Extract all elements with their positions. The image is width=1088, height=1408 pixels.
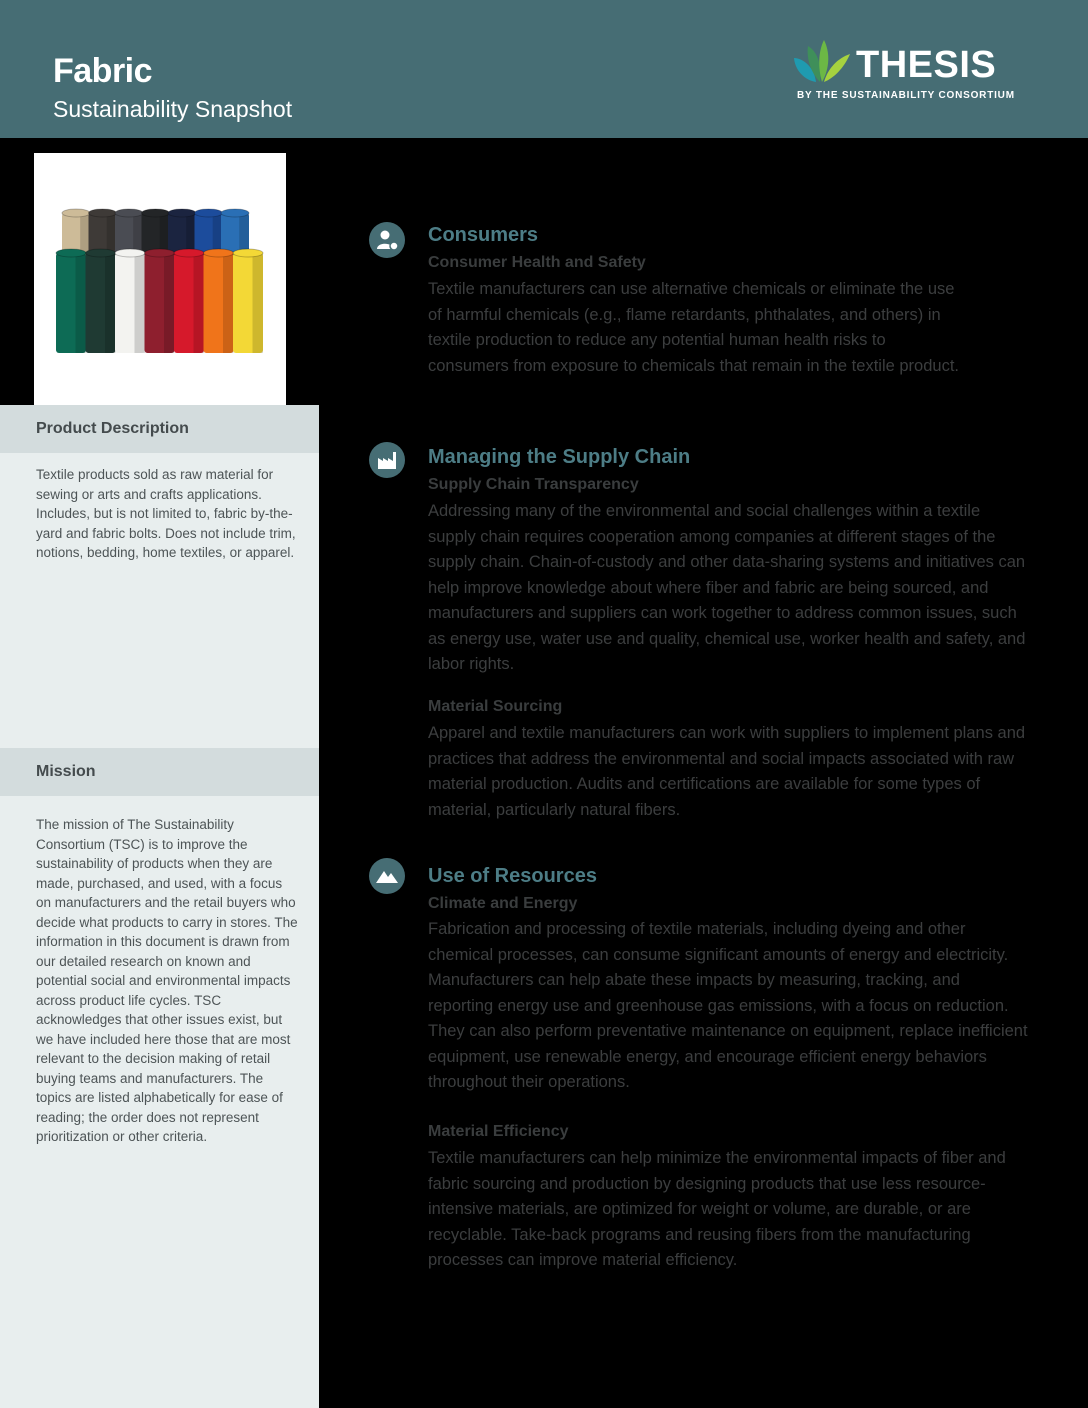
subsection-title-material-sourcing: Material Sourcing <box>428 698 563 715</box>
mission-text: The mission of The Sustainability Consortium (TSC) is to improve the sustainability of products when they are made, purchased, and used, with a focus on manufacturers and the retail buyers who decide what products to carry in stores. The information in this document is drawn from our detailed research on known and potential social and environmental impacts across product life cycles. TSC acknowledges that other issues exist, but we have included here those that are most relevant to the decision making of retail buying teams and manufacturers. The topics are listed alphabetically for ease of reading; the order does not represent prioritization or other criteria. <box>36 817 298 1144</box>
subsection-title-climate-energy: Climate and Energy <box>428 895 578 912</box>
section-title-supply-chain: Managing the Supply Chain <box>428 446 691 468</box>
subsection-text-material-sourcing: Apparel and textile manufacturers can work with suppliers to implement plans and practices that address the environmental and social impacts associated with raw material production. Audits and certifications are available for some types of material, particularly natural fibers. <box>428 724 1026 819</box>
factory-icon <box>369 442 405 478</box>
mission-heading-bar <box>0 748 319 796</box>
fabric-roll-front <box>174 249 204 353</box>
subsection-text-material-efficiency: Textile manufacturers can help minimize the environmental impacts of fiber and fabric sourcing and production by designing products that use less resource-intensive materials, are optimized for weight or volume, are durable, or are recyclable. Take-back programs and reusing fibers from the manufacturing processes can improve material efficiency. <box>428 1149 1006 1269</box>
logo-tagline: BY THE SUSTAINABILITY CONSORTIUM <box>797 90 1015 101</box>
section-title-consumers: Consumers <box>428 224 539 246</box>
fabric-rolls-image <box>34 153 286 405</box>
subsection-title-supply-chain-transparency: Supply Chain Transparency <box>428 476 639 493</box>
fabric-roll-front <box>204 249 234 353</box>
product-description-text: Textile products sold as raw material for sewing or arts and crafts applications. Includes, but is not limited to, fabric by-the-yard and fabric bolts. Does not include trim, notions, bedding, home textiles, or apparel. <box>36 467 296 560</box>
logo-wordmark: THESIS <box>856 44 997 86</box>
page-subtitle: Sustainability Snapshot <box>53 96 293 122</box>
fabric-roll-front <box>233 249 263 353</box>
mission-heading: Mission <box>36 763 96 780</box>
product-description-heading: Product Description <box>36 420 189 437</box>
subsection-title-material-efficiency: Material Efficiency <box>428 1123 569 1140</box>
fabric-roll-front <box>145 249 175 353</box>
section-title-use-of-resources: Use of Resources <box>428 865 597 887</box>
subsection-title-consumer-health: Consumer Health and Safety <box>428 254 646 271</box>
thesis-logo <box>792 38 1022 104</box>
product-description-heading-bar <box>0 405 319 453</box>
subsection-text-consumer-health: Textile manufacturers can use alternative chemicals or eliminate the use of harmful chemicals (e.g., flame retardants, phthalates, and others) in textile production to reduce any potential human health risks to consumers from exposure to chemicals that remain in the textile product. <box>428 280 959 375</box>
mountain-icon <box>369 858 405 894</box>
fabric-rolls-illustration <box>34 153 286 405</box>
fabric-roll-front <box>56 249 86 353</box>
subsection-text-supply-chain-transparency: Addressing many of the environmental and social challenges within a textile supply chain requires cooperation among companies at different stages of the supply chain. Chain-of-custody and other data-sharing systems and initiatives can help improve knowledge about where fiber and fabric are being sourced, and manufacturers and suppliers can work together to address common issues, such as energy use, water use and quality, chemical use, worker health and safety, and labor rights. <box>428 502 1026 673</box>
page-header <box>0 0 1088 138</box>
subsection-text-climate-energy: Fabrication and processing of textile materials, including dyeing and other chemical processes, can consume significant amounts of energy and electricity. Manufacturers can help abate these impacts by measuring, tracking, and reporting energy use and greenhouse gas emissions, with a focus on reduction. They can also perform preventative maintenance on equipment, replace inefficient equipment, use renewable energy, and encourage efficient energy behaviors throughout their operations. <box>428 920 1028 1091</box>
page-title: Fabric <box>53 52 153 90</box>
leaf-logo-icon <box>792 38 852 84</box>
consumer-icon <box>369 222 405 258</box>
fabric-roll-front <box>86 249 116 353</box>
fabric-roll-front <box>115 249 145 353</box>
